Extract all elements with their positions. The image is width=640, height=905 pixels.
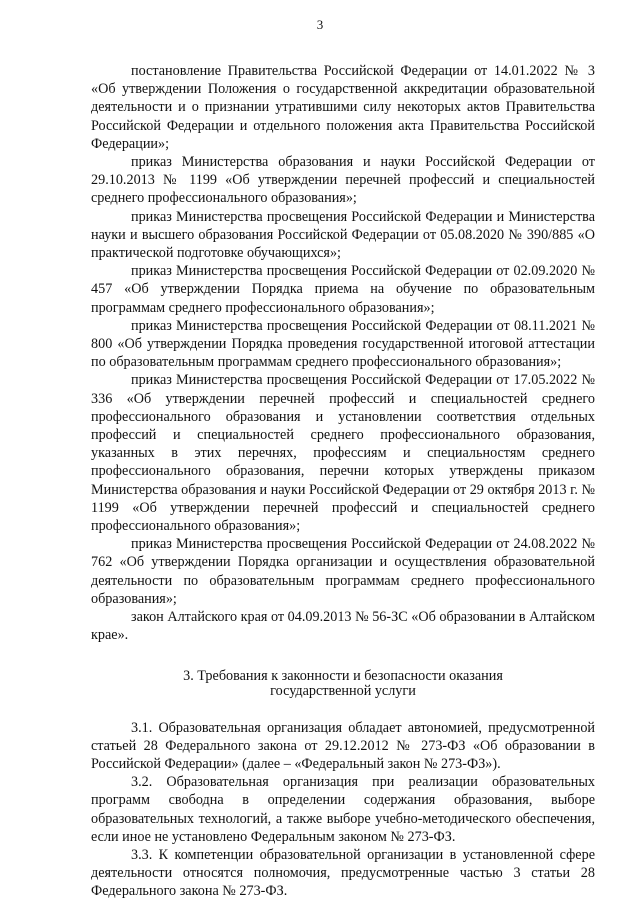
legal-basis-item: приказ Министерства образования и науки Российской Федерации от 29.10.2013 № 1199 «Об утверждении перечней профессий и специальностей среднего профессионального образования»; (91, 154, 595, 207)
section-3-paragraph: 3.2. Образовательная организация при реализации образовательных программ свободна в определении содержания образования, выборе образовательных технологий, а также выборе учебно-методического обеспечения, если иное не установлено Федеральным законом № 273-ФЗ. (91, 774, 595, 845)
section-3-paragraph: 3.1. Образовательная организация обладает автономией, предусмотренной статьей 28 Федерального закона от 29.12.2012 № 273-ФЗ «Об образовании в Российской Федерации» (далее – «Федеральный закон № 273-ФЗ»). (91, 719, 595, 772)
section-3-title (91, 669, 595, 700)
section-3-title-line-1: 3. Требования к законности и безопасности оказания (183, 667, 503, 684)
legal-basis-item: закон Алтайского края от 04.09.2013 № 56-ЗС «Об образовании в Алтайском крае». (91, 609, 595, 644)
legal-basis-item: постановление Правительства Российской Федерации от 14.01.2022 № 3 «Об утверждении Положения о государственной аккредитации образовательной деятельности и о признании утратившими силу некоторых актов Правительства Российской Федерации и отдельного положения акта Правительства Российской Федерации»; (91, 63, 595, 152)
section-3-paragraph: 3.3. К компетенции образовательной организации в установленной сфере деятельности относятся полномочия, предусмотренные частью 3 статьи 28 Федерального закона № 273-ФЗ. (91, 846, 595, 900)
document-body (91, 62, 595, 901)
legal-basis-item: приказ Министерства просвещения Российской Федерации от 08.11.2021 № 800 «Об утверждении Порядка проведения государственной итоговой аттестации по образовательным программам среднего профессионального образования»; (91, 317, 595, 371)
section-3-title-line-2: государственной услуги (270, 683, 416, 699)
legal-basis-item: приказ Министерства просвещения Российской Федерации от 02.09.2020 № 457 «Об утверждении Порядка приема на обучение по образовательным программам среднего профессионального образования»; (91, 263, 595, 316)
page-number: 3 (316, 17, 324, 32)
legal-basis-item: приказ Министерства просвещения Российской Федерации от 24.08.2022 № 762 «Об утверждении Порядка организации и осуществления образовательной деятельности по образовательным программам среднего профессионального образования»; (91, 536, 595, 607)
legal-basis-item: приказ Министерства просвещения Российской Федерации и Министерства науки и высшего образования Российской Федерации от 05.08.2020 № 390/885 «О практической подготовке обучающихся»; (91, 208, 595, 262)
legal-basis-item: приказ Министерства просвещения Российской Федерации от 17.05.2022 № 336 «Об утверждении перечней профессий и специальностей среднего профессионального образования и установлении соответствия отдельных профессий и специальностей среднего профессионального образования, указанных в этих перечнях, профессиям и специальностям среднего профессионального образования, перечни которых утверждены приказом Министерства образования и науки Российской Федерации от 29 октября 2013 г. № 1199 «Об утверждении перечней профессий и специальностей среднего профессионального образования»; (91, 372, 595, 535)
